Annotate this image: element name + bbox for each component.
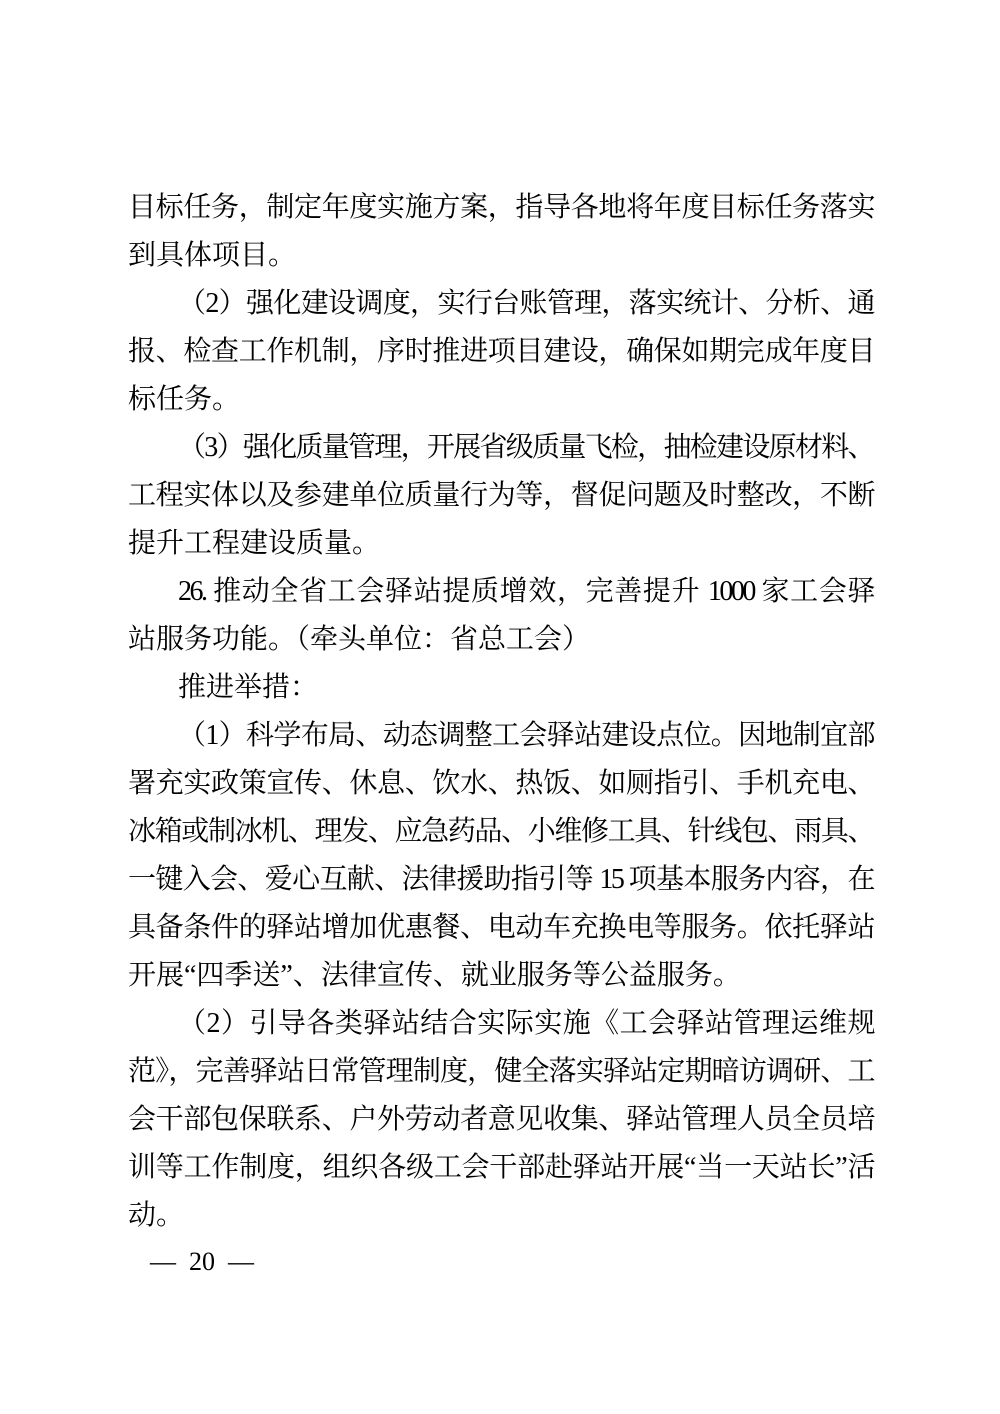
text-line: 报、检查工作机制，序时推进项目建设，确保如期完成年度目 xyxy=(128,336,873,367)
text-line: 工程实体以及参建单位质量行为等，督促问题及时整改，不断 xyxy=(128,480,873,511)
page-number: — 20 — xyxy=(150,1247,254,1276)
text-line: （3）强化质量管理，开展省级质量飞检，抽检建设原材料、 xyxy=(178,432,873,463)
text-line: 推进举措： xyxy=(178,672,319,703)
text-line: （2）引导各类驿站结合实际实施《工会驿站管理运维规 xyxy=(178,1008,873,1039)
text-line: 站服务功能。（牵头单位：省总工会） xyxy=(128,624,591,655)
text-line: 训等工作制度，组织各级工会干部赴驿站开展“当一天站长”活 xyxy=(128,1152,873,1183)
text-line: 一键入会、爱心互献、法律援助指引等 15 项基本服务内容，在 xyxy=(128,864,873,895)
text-line: 范》，完善驿站日常管理制度，健全落实驿站定期暗访调研、工 xyxy=(128,1056,873,1087)
text-line: 开展“四季送”、法律宣传、就业服务等公益服务。 xyxy=(128,960,741,991)
text-line: 动。 xyxy=(128,1200,185,1231)
text-line: （2）强化建设调度，实行台账管理，落实统计、分析、通 xyxy=(178,288,873,319)
text-line: 冰箱或制冰机、理发、应急药品、小维修工具、针线包、雨具、 xyxy=(128,816,873,847)
document-body xyxy=(128,184,873,1240)
text-line: 标任务。 xyxy=(128,384,241,415)
text-line: 目标任务，制定年度实施方案，指导各地将年度目标任务落实 xyxy=(128,192,873,223)
text-line: 具备条件的驿站增加优惠餐、电动车充换电等服务。依托驿站 xyxy=(128,912,873,943)
text-line: 署充实政策宣传、休息、饮水、热饭、如厕指引、手机充电、 xyxy=(128,768,873,799)
text-line: 会干部包保联系、户外劳动者意见收集、驿站管理人员全员培 xyxy=(128,1104,873,1135)
text-line: （1）科学布局、动态调整工会驿站建设点位。因地制宜部 xyxy=(178,720,873,751)
text-line: 26. 推动全省工会驿站提质增效，完善提升 1000 家工会驿 xyxy=(178,576,873,607)
text-line: 到具体项目。 xyxy=(128,240,297,271)
text-line: 提升工程建设质量。 xyxy=(128,528,381,559)
